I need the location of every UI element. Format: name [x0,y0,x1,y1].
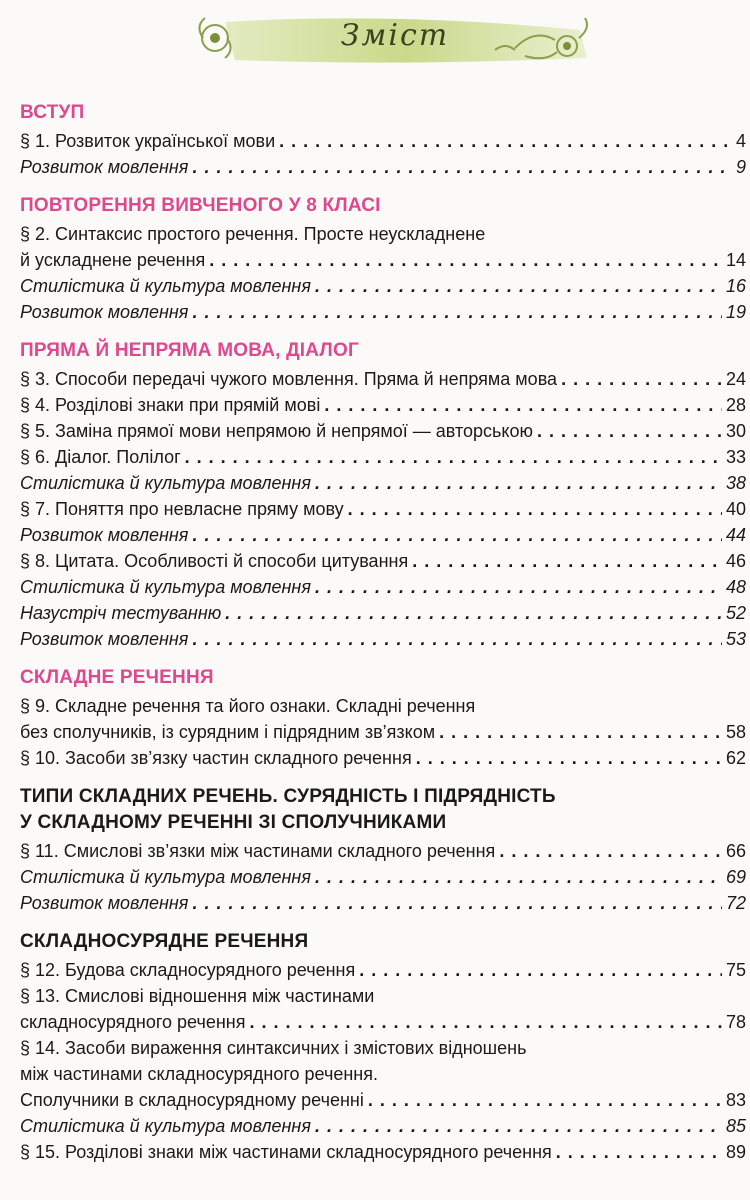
toc-entry[interactable] [20,864,746,890]
dot-leader [315,470,722,496]
toc-entry[interactable] [20,600,746,626]
toc-section [20,338,746,652]
entry-text: Стилістика й культура мовлення [20,867,311,887]
toc-entry[interactable] [20,745,746,771]
toc-section [20,665,746,771]
page-title: Зміст [340,18,450,53]
dot-leader [192,522,722,548]
dot-leader [315,864,722,890]
toc-entry[interactable] [20,496,746,522]
entry-text: Розвиток мовлення [20,525,189,545]
toc-entry[interactable] [20,838,746,864]
toc-entry[interactable] [20,470,746,496]
entry-text: Розвиток мовлення [20,629,189,649]
page-number: 44 [725,525,746,545]
dot-leader [225,600,722,626]
toc-entry[interactable] [20,983,746,1035]
page-number: 48 [725,577,746,597]
dot-leader [412,548,722,574]
section-title: СКЛАДНОСУРЯДНЕ РЕЧЕННЯ [20,931,309,952]
header-banner [195,8,595,70]
toc-entry[interactable] [20,299,746,325]
page-number: 89 [725,1142,746,1162]
page-number: 9 [735,157,746,177]
entry-text: § 5. Заміна прямої мови непрямою й непрямої — авторською [20,421,533,441]
toc-entry[interactable] [20,574,746,600]
toc-entry[interactable] [20,1113,746,1139]
page-number: 28 [725,395,746,415]
page-number: 33 [725,447,746,467]
entry-text: між частинами складносурядного речення. [20,1064,378,1084]
dot-leader [185,444,722,470]
toc-entry[interactable] [20,366,746,392]
entry-text: § 4. Розділові знаки при прямій мові [20,395,321,415]
entry-text: § 15. Розділові знаки між частинами складносурядного речення [20,1142,552,1162]
toc-entry[interactable] [20,273,746,299]
dot-leader [315,1113,722,1139]
entry-text: Сполучники в складносурядному реченні [20,1090,364,1110]
entry-text: Стилістика й культура мовлення [20,577,311,597]
dot-leader [368,1087,722,1113]
toc-entry[interactable] [20,890,746,916]
page-number: 16 [725,276,746,296]
page-number: 53 [725,629,746,649]
toc-section [20,784,746,916]
toc-entry[interactable] [20,522,746,548]
dot-leader [192,154,732,180]
dot-leader [561,366,722,392]
section-title: ТИПИ СКЛАДНИХ РЕЧЕНЬ. СУРЯДНІСТЬ І ПІДРЯДНІСТЬ У СКЛАДНОМУ РЕЧЕННІ ЗІ СПОЛУЧНИКАМИ [20,786,556,833]
entry-text: § 13. Смислові відношення між частинами [20,986,375,1006]
entry-text: § 11. Смислові зв’язки між частинами складного речення [20,841,496,861]
entry-text: § 3. Способи передачі чужого мовлення. Пряма й непряма мова [20,369,558,389]
toc-entry[interactable] [20,1139,746,1165]
dot-leader [209,247,722,273]
dot-leader [556,1139,722,1165]
section-title: СКЛАДНЕ РЕЧЕННЯ [20,667,214,688]
page-number: 46 [725,551,746,571]
entry-text: § 10. Засоби зв’язку частин складного речення [20,748,412,768]
dot-leader [249,1009,721,1035]
dot-leader [537,418,722,444]
dot-leader [192,890,722,916]
page-number: 38 [725,473,746,493]
entry-text: § 14. Засоби вираження синтаксичних і змістових відношень [20,1038,527,1058]
entry-text: § 9. Складне речення та його ознаки. Складні речення [20,696,476,716]
entry-text: Розвиток мовлення [20,893,189,913]
page-number: 62 [725,748,746,768]
dot-leader [348,496,722,522]
toc-entry[interactable] [20,444,746,470]
entry-text: § 1. Розвиток української мови [20,131,276,151]
dot-leader [324,392,722,418]
entry-text: Назустріч тестуванню [20,603,222,623]
toc-section [20,100,746,180]
entry-text: Розвиток мовлення [20,157,189,177]
entry-text: § 7. Поняття про невласне пряму мову [20,499,344,519]
dot-leader [439,719,722,745]
entry-text: Розвиток мовлення [20,302,189,322]
page-number: 52 [725,603,746,623]
page-number: 24 [725,369,746,389]
dot-leader [192,626,722,652]
entry-text: без сполучників, із сурядним і підрядним зв’язком [20,722,436,742]
section-title: ВСТУП [20,102,85,123]
dot-leader [315,574,722,600]
dot-leader [416,745,722,771]
entry-text: й ускладнене речення [20,250,206,270]
page-number: 85 [725,1116,746,1136]
toc-entry[interactable] [20,154,746,180]
toc-entry[interactable] [20,392,746,418]
page-number: 58 [725,722,746,742]
entry-text: Стилістика й культура мовлення [20,1116,311,1136]
page-number: 66 [725,841,746,861]
page-number: 83 [725,1090,746,1110]
toc-entry[interactable] [20,626,746,652]
section-title: ПРЯМА Й НЕПРЯМА МОВА, ДІАЛОГ [20,340,359,361]
page-number: 72 [725,893,746,913]
page-number: 40 [725,499,746,519]
entry-text: § 2. Синтаксис простого речення. Просте неускладнене [20,224,486,244]
entry-text: § 6. Діалог. Полілог [20,447,181,467]
page-number: 78 [725,1012,746,1032]
toc-entry[interactable] [20,418,746,444]
toc-entry[interactable] [20,128,746,154]
page-number: 19 [725,302,746,322]
entry-text: Стилістика й культура мовлення [20,473,311,493]
toc-entry[interactable] [20,693,746,745]
toc-section [20,929,746,1165]
dot-leader [499,838,722,864]
toc-entry[interactable] [20,548,746,574]
page-number: 4 [735,131,746,151]
toc-entry[interactable] [20,221,746,273]
table-of-contents [20,100,746,1178]
page-number: 69 [725,867,746,887]
section-title: ПОВТОРЕННЯ ВИВЧЕНОГО У 8 КЛАСІ [20,195,381,216]
dot-leader [192,299,722,325]
entry-text: § 12. Будова складносурядного речення [20,960,356,980]
dot-leader [279,128,732,154]
toc-section [20,193,746,325]
page-number: 30 [725,421,746,441]
entry-text: складносурядного речення [20,1012,246,1032]
entry-text: Стилістика й культура мовлення [20,276,311,296]
page-number: 14 [725,250,746,270]
page-number: 75 [725,960,746,980]
dot-leader [359,957,722,983]
dot-leader [315,273,722,299]
toc-entry[interactable] [20,1035,746,1113]
entry-text: § 8. Цитата. Особливості й способи цитування [20,551,409,571]
toc-entry[interactable] [20,957,746,983]
